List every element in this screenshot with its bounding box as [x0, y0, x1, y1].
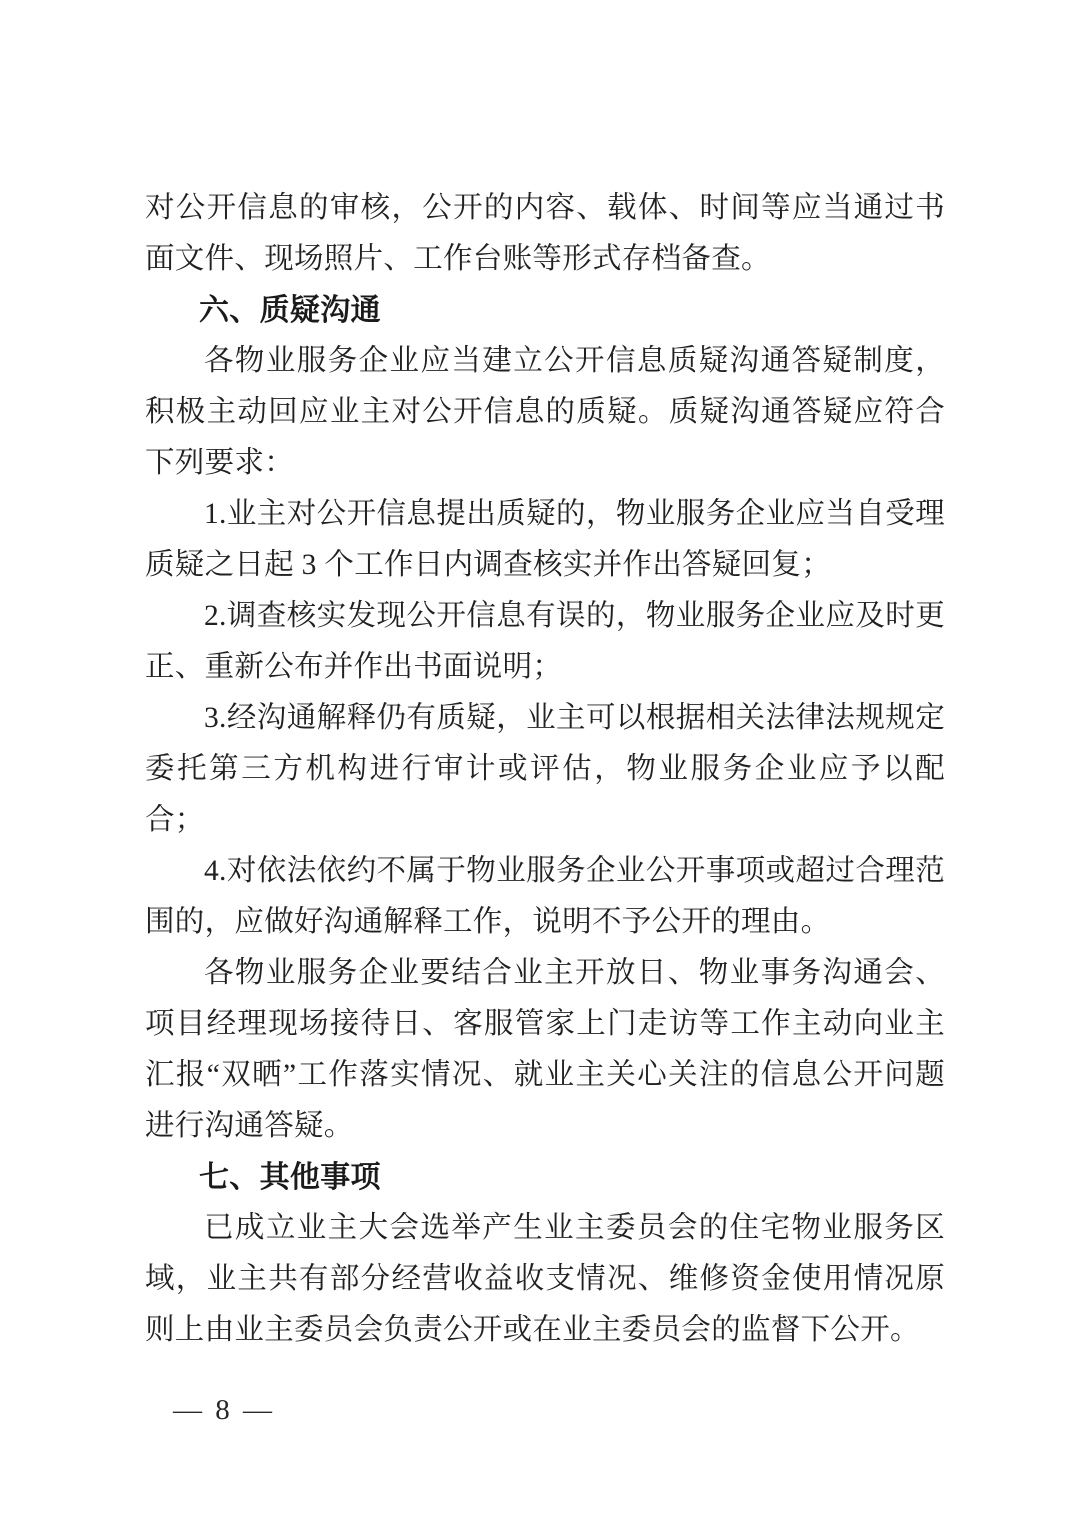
- section-heading-6: 六、质疑沟通: [199, 294, 381, 327]
- body-paragraph: 已成立业主大会选举产生业主委员会的住宅物业服务区域，业主共有部分经营收益收支情况、维修资金使用情况原则上由业主委员会负责公开或在业主委员会的监督下公开。: [145, 1212, 945, 1346]
- list-item-3: 3.经沟通解释仍有质疑，业主可以根据相关法律法规规定委托第三方机构进行审计或评估，物业服务企业应予以配合；: [145, 702, 945, 836]
- list-item-4: 4.对依法依约不属于物业服务企业公开事项或超过合理范围的，应做好沟通解释工作，说明不予公开的理由。: [145, 855, 945, 938]
- body-paragraph-continuation: 对公开信息的审核，公开的内容、载体、时间等应当通过书面文件、现场照片、工作台账等形式存档备查。: [145, 192, 945, 275]
- document-body: [145, 183, 945, 1356]
- list-item-2: 2.调查核实发现公开信息有误的，物业服务企业应及时更正、重新公布并作出书面说明；: [145, 600, 945, 683]
- body-paragraph: 各物业服务企业要结合业主开放日、物业事务沟通会、项目经理现场接待日、客服管家上门走访等工作主动向业主汇报“双晒”工作落实情况、就业主关心关注的信息公开问题进行沟通答疑。: [145, 957, 945, 1142]
- list-item-1: 1.业主对公开信息提出质疑的，物业服务企业应当自受理质疑之日起 3 个工作日内调查核实并作出答疑回复；: [145, 498, 945, 581]
- page-number: — 8 —: [173, 1394, 275, 1426]
- section-heading-7: 七、其他事项: [199, 1161, 381, 1194]
- body-paragraph: 各物业服务企业应当建立公开信息质疑沟通答疑制度，积极主动回应业主对公开信息的质疑。质疑沟通答疑应符合下列要求：: [145, 345, 945, 479]
